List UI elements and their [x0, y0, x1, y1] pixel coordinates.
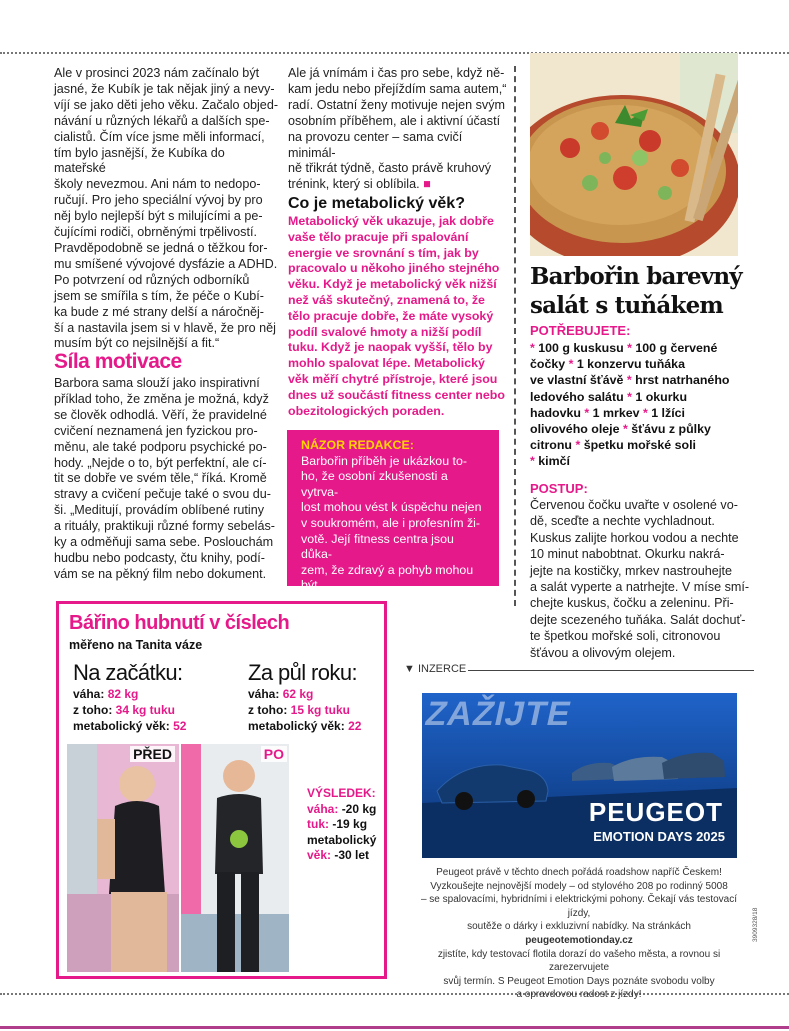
result-value: -20 kg: [341, 801, 377, 816]
paragraph-line: Metabolický věk ukazuje, jak dobře: [288, 214, 494, 228]
ad-headline: ZAŽIJTE: [422, 695, 576, 733]
paragraph-line: věku. Když je metabolický věk nižší: [288, 277, 497, 292]
paragraph-line: měnu, ale také podporu psychické po-: [54, 439, 267, 454]
paragraph-line: Barbora sama slouží jako inspirativní: [54, 376, 260, 390]
stat-line: [73, 718, 186, 734]
asterisk: *: [622, 422, 628, 437]
ad-brand: PEUGEOT: [588, 797, 723, 827]
paragraph-line: jsem se smířila s tím, že péče o Kubí-: [54, 288, 264, 303]
caption-line: – se spalovacími, hybridními i elektrickými pohony. Čekají vás testovací jízdy,: [420, 894, 738, 919]
paragraph-line: jejte na kostičky, mrkev nastrouhejte: [530, 563, 733, 578]
asterisk: *: [575, 438, 581, 453]
inzerce-label: ▼ INZERCE: [404, 663, 467, 675]
stat-value: 22: [348, 719, 362, 733]
paragraph-line: hody. „Nejde o to, být perfektní, ale cí-: [54, 455, 267, 470]
ingredient-text: 100 g kuskusu: [534, 341, 628, 355]
paragraph-line: radí. Ostatní ženy motivuje nejen svým: [288, 97, 505, 112]
metabolic-age-text: [288, 214, 510, 419]
peugeot-ad-image[interactable]: [422, 693, 737, 858]
stat-value: 52: [173, 719, 187, 733]
paragraph-line: osobním příběhem, ale i aktivní účastí: [288, 113, 501, 128]
stat-label: z toho:: [248, 703, 291, 717]
end-mark: ■: [423, 177, 431, 192]
paragraph-line: dejte scezeného tuňáka. Salát dochuť-: [530, 612, 746, 627]
method-text: [530, 497, 750, 661]
paragraph-line: te špetkou mořské soli, citronovou: [530, 629, 721, 644]
paragraph-line: kam jedu nebo přejíždím sama autem,“: [288, 81, 507, 96]
asterisk: *: [627, 341, 632, 355]
result-label: věk:: [307, 848, 335, 862]
paragraph-line: musím být co nejsilnější a fit.“: [54, 336, 220, 351]
ingredient-text: olivového oleje: [530, 422, 623, 437]
paragraph-line: pracovalo u někoho jiného stejného: [288, 261, 500, 276]
paragraph-line: Barbořin příběh je ukázkou to-: [301, 453, 467, 468]
ingredient-text: hrst natrhaného: [631, 373, 730, 388]
column-separator: [514, 66, 516, 606]
paragraph-line: návání u různých lékařů a dalších spe-: [54, 113, 270, 128]
stat-value: 62 kg: [282, 687, 314, 701]
paragraph-line: [288, 177, 508, 193]
paragraph-line: mu smíšené vývojové dysfázie a ADHD.: [54, 256, 278, 271]
caption-line: svůj termín. S Peugeot Emotion Days poznáte svobodu volby: [443, 975, 715, 987]
method-label: POSTUP:: [530, 481, 588, 496]
result-heading: VÝSLEDEK:: [307, 786, 376, 800]
article-column-1: [54, 66, 279, 352]
paragraph-line: vám se na pěkný film nebo dokument.: [54, 566, 267, 581]
paragraph-line: víjí se jako děti jeho věku. Začalo objed-: [54, 97, 279, 112]
paragraph-line: než váš skutečný, znamená to, že: [288, 292, 485, 307]
before-label: PŘED: [130, 746, 175, 762]
paragraph-line: šťávou a olivovým olejem.: [530, 645, 676, 660]
start-heading: Na začátku:: [73, 660, 183, 685]
stat-line: [73, 686, 186, 702]
caption-line: Peugeot právě v těchto dnech pořádá roadshow napříč Českem!: [436, 867, 722, 878]
ingredient-line: [530, 372, 745, 388]
paragraph-line: chejte kuskus, čočku a zeleninu. Při-: [530, 596, 734, 611]
paragraph-line: ně třikrát týdně, často právě kruhový: [288, 161, 491, 176]
half-year-values: [248, 686, 361, 734]
paragraph-line: 10 minut nabobtnat. Okurku nakrá-: [530, 547, 725, 562]
paragraph-line: ho, že osobní zkušenosti a vytrva-: [301, 469, 448, 499]
paragraph-line: ši. „Meditují, provádím oblíbené rutiny: [54, 503, 264, 518]
paragraph-line: Kuskus zalijte horkou vodou a nechte: [530, 530, 739, 545]
paragraph-line: dě, sceďte a nechte vychladnout.: [530, 514, 715, 529]
paragraph-text: trénink, který si oblíbila.: [288, 177, 420, 192]
paragraph-line: Ale já vnímám i čas pro sebe, když ně-: [288, 66, 505, 80]
paragraph-line: Po potvrzení od různých odborníků: [54, 272, 250, 287]
asterisk: *: [627, 389, 632, 404]
paragraph-line: v soukromém, ale i profesním ži-: [301, 515, 481, 530]
paragraph-line: tit se dobře ve svém těle,“ říká. Kromě: [54, 471, 267, 486]
paragraph-line: se člověk odhodlá. Věří, že pravidelné: [54, 407, 267, 422]
ad-link[interactable]: peugeotemotionday.cz: [525, 934, 633, 946]
paragraph-line: ručují. Pro jeho speciální vývoj by pro: [54, 193, 263, 208]
stats-subtitle: měřeno na Tanita váze: [69, 638, 203, 652]
ingredient-text: citronu: [530, 438, 576, 453]
start-values: [73, 686, 186, 734]
paragraph-line: tím bylo jasnější, že Kubíka do mateřské: [54, 145, 225, 176]
paragraph-line: Pravděpodobně se jedná o těžkou for-: [54, 240, 268, 255]
paragraph-line: ší a nastavila jsem si v hlavě, že pro něj: [54, 320, 276, 335]
ingredient-line: [530, 389, 745, 405]
paragraph-line: cvičení neznamená jen fyzickou pro-: [54, 423, 258, 438]
paragraph-line: a rituály, praktikuji různé formy sebelás-: [54, 519, 275, 534]
after-photo: [181, 744, 289, 972]
result-label: váha:: [307, 801, 342, 816]
result-line: [307, 848, 376, 864]
asterisk: *: [530, 341, 535, 355]
stat-line: [248, 718, 361, 734]
result-line: [307, 817, 376, 833]
stat-label: metabolický věk:: [248, 719, 349, 733]
result-line: [307, 802, 376, 818]
result-line: [307, 833, 376, 849]
salad-photo: [530, 53, 738, 256]
paragraph-line: Červenou čočku uvařte v osolené vo-: [530, 498, 738, 512]
paragraph-line: věk měří chytré přístroje, které jsou: [288, 371, 498, 386]
stat-line: [248, 702, 361, 718]
caption-line: Vyzkoušejte nejnovější modely – od stylového 208 po rodinný 5008: [430, 880, 728, 892]
paragraph-line: na provozu center – sama cvičí minimál-: [288, 129, 463, 160]
recipe-title: [530, 262, 750, 320]
caption-line: [414, 920, 744, 947]
asterisk: *: [642, 405, 648, 420]
ingredient-line: [530, 340, 745, 356]
paragraph-line: ky a odměňuji sama sebe. Poslouchám: [54, 535, 274, 550]
before-photo-illustration: [67, 744, 179, 972]
paragraph-line: příklad toho, že změna je možná, když: [54, 391, 269, 406]
paragraph-line: podíl svalové hmoty a nižší podíl: [288, 324, 482, 339]
ad-event: EMOTION DAYS 2025: [593, 829, 725, 844]
asterisk: *: [584, 405, 590, 420]
caption-line: zjistíte, kdy testovací flotila dorazí do vašeho města, a rovnou si zarezervujete: [437, 948, 721, 974]
article-column-2: [288, 66, 508, 193]
inzerce-rule: [468, 670, 754, 671]
paragraph-line: hudbu nebo podcasty, čtu knihy, podí-: [54, 550, 265, 565]
paragraph-line: energie ve srovnání s tím, jak by: [288, 245, 479, 260]
asterisk: *: [626, 373, 632, 388]
result-value: -19 kg: [332, 817, 368, 831]
ingredient-line: [530, 421, 745, 437]
ingredient-line: [530, 356, 745, 372]
paragraph-line: čujícími rodiči, obrněnými trpělivostí.: [54, 225, 257, 240]
ingredients-label: POTŘEBUJETE:: [530, 323, 631, 338]
result-values: [307, 786, 376, 864]
paragraph-line: Ale v prosinci 2023 nám začínalo být: [54, 66, 260, 80]
paragraph-line: ka bude z mé strany delší a náročněj-: [54, 304, 265, 319]
paragraph-line: zem, že zdravý a pohyb mohou být: [301, 562, 474, 593]
ingredient-line: [530, 453, 745, 469]
before-photo: [67, 744, 179, 972]
paragraph-line: něj bylo nejlepší být s milujícími a pe-: [54, 209, 263, 224]
page-bottom-bar: [0, 1026, 789, 1029]
stat-line: [73, 702, 186, 718]
stat-value: 15 kg tuku: [290, 703, 351, 717]
stat-value: 82 kg: [107, 687, 139, 701]
paragraph-line: stravy a cvičení pečuje také o svou du-: [54, 487, 272, 502]
ingredient-line: [530, 437, 745, 453]
result-label: tuk:: [307, 817, 333, 831]
ingredient-text: 1 mrkev: [589, 405, 643, 420]
ingredient-text: 1 konzervu tuňáka: [573, 357, 685, 372]
recipe-title-line-2: salát s tuňákem: [530, 292, 723, 319]
ingredient-text: 1 lžíci: [647, 405, 685, 420]
editorial-opinion-title: NÁZOR REDAKCE:: [301, 438, 414, 452]
salad-illustration: [530, 53, 738, 256]
stat-label: z toho:: [73, 703, 116, 717]
paragraph-line: tělo pracuje dobře, že máte vysoký: [288, 308, 494, 323]
ad-code: 3909328/18: [752, 907, 759, 942]
ingredient-text: ve vlastní šťávě: [530, 373, 627, 388]
paragraph-line: na jejich věk či fyzickou kondici.: [301, 625, 476, 640]
ingredient-text: hadovku: [530, 405, 585, 420]
stat-label: metabolický věk:: [73, 719, 174, 733]
asterisk: *: [568, 357, 574, 372]
paragraph-line: dnes už součástí fitness center nebo: [288, 387, 505, 402]
caption-text: soutěže o dárky i exkluzivní nabídky. Na stránkách: [467, 921, 691, 933]
stat-line: [248, 686, 361, 702]
paragraph-line: a salát vyperte a natrhejte. V míse smí-: [530, 580, 750, 595]
paragraph-line: jasné, že Kubík je tak nějak jiný a nevy-: [54, 81, 275, 96]
half-year-heading: Za půl roku:: [248, 660, 357, 685]
paragraph-line: tuku. Když je naopak vyšší, tělo by: [288, 340, 493, 355]
after-label: PO: [261, 746, 287, 762]
recipe-title-line-1: Barbořin barevný: [530, 263, 742, 290]
article-column-1-part-2: [54, 376, 279, 583]
metabolic-age-title: Co je metabolický věk?: [288, 195, 465, 212]
paragraph-line: obezitologických poraden.: [288, 403, 445, 418]
weight-loss-stats-box: [56, 601, 387, 979]
paragraph-line: školy nevezmou. Ani nám to nedopo-: [54, 177, 261, 192]
ingredient-text: 1 okurku: [631, 389, 688, 404]
paragraph-line: votě. Její fitness centra jsou důka-: [301, 531, 454, 562]
result-label: metabolický: [307, 832, 377, 847]
paragraph-line: cialistů. Čím více jsme měli informací,: [54, 129, 265, 144]
paragraph-line: mohlo spalovat lépe. Metabolický: [288, 356, 485, 371]
subhead-sila-motivace: Síla motivace: [54, 350, 182, 373]
after-photo-illustration: [181, 744, 289, 972]
ingredient-text: šťávu z půlky: [627, 422, 711, 437]
ingredient-line: [530, 405, 745, 421]
stats-title: Bářino hubnutí v číslech: [69, 612, 290, 634]
paragraph-line: lost mohou vést k úspěchu nejen: [301, 500, 482, 515]
editorial-opinion-box: [287, 430, 499, 640]
ingredients-list: [530, 340, 745, 470]
stat-value: 34 kg tuku: [115, 703, 176, 717]
paragraph-line: vaše tělo pracuje při spalování: [288, 229, 469, 244]
caption-line: a opravdovou radost z jízdy!: [516, 989, 642, 1001]
ingredient-text: 100 g červené: [631, 341, 718, 355]
asterisk: *: [530, 454, 535, 469]
paragraph-line: dostupné všem ženám bez ohledu: [301, 593, 450, 624]
ingredient-text: čočky: [530, 357, 569, 372]
ad-caption: [414, 866, 744, 1002]
ingredient-text: špetku mořské soli: [580, 438, 696, 453]
stat-label: váha:: [73, 687, 108, 701]
ingredient-text: kimčí: [534, 454, 570, 469]
ingredient-text: ledového salátu: [530, 389, 628, 404]
stat-label: váha:: [248, 687, 283, 701]
result-value: -30 let: [334, 848, 370, 862]
